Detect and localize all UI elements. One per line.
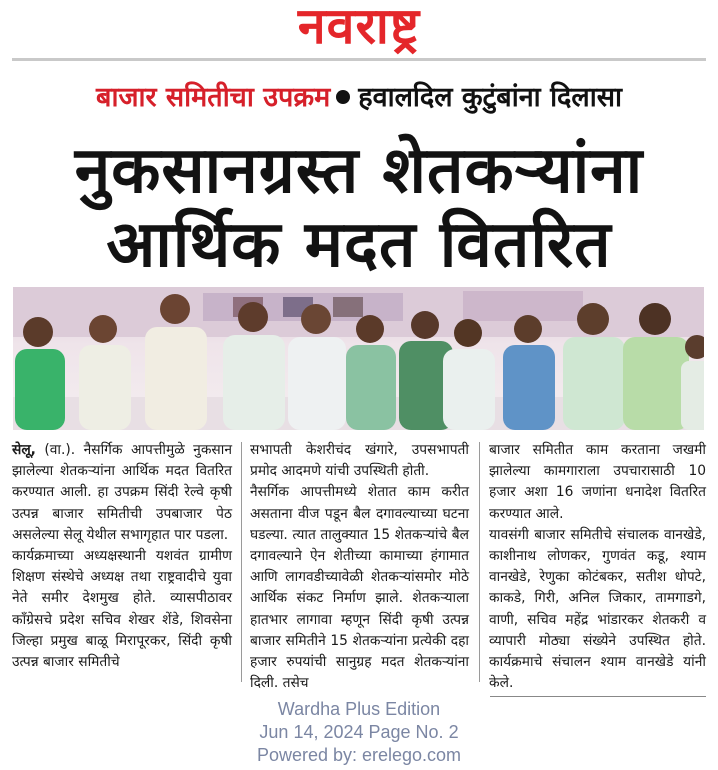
column-divider: [479, 442, 480, 682]
edition-date-page: Jun 14, 2024 Page No. 2: [259, 722, 459, 742]
agency-credit: (वा.).: [35, 442, 84, 458]
headline-line-2: आर्थिक मदत वितरित: [106, 208, 612, 282]
article-paragraph: नैसर्गिक आपत्तीमध्ये शेतात काम करीत असताना वीज पडून बैल दगावल्याच्या घटना घडल्या. त्यात तालुक्यात 15 शेतकऱ्यांचे बैल दगावल्याने ऐन शेतीच्या कामाच्या हंगामात आणि लागवडीच्यावेळी शेतकऱ्यांसमोर मोठे आर्थिक संकट निर्माण झाले. शेतकऱ्याला हातभार लागावा म्हणून सिंदी कृषी उत्पन्न बाजार समितीने 15 शेतकऱ्यांना प्रत्येकी दहा हजार रुपयांची सानुग्रह मदत शेतकऱ्यांना दिली. तसेच: [250, 484, 469, 692]
headline-line-1: नुकसानग्रस्त शेतकऱ्यांना: [74, 134, 644, 208]
kicker-right: हवालदिल कुटुंबांना दिलासा: [358, 82, 622, 113]
article-column-2: [250, 440, 469, 694]
bullet-icon: [336, 90, 350, 104]
newspaper-logo: नवराष्ट्र: [297, 0, 421, 55]
article-body: [12, 440, 706, 692]
article-paragraph: बाजार समितीत काम करताना जखमी झालेल्या कामगाराला उपचारासाठी 10 हजार अशा 16 जणांना धनादेश वितरित करण्यात आले.: [489, 442, 706, 522]
column-divider: [241, 442, 242, 682]
article-paragraph: सभापती केशरीचंद खंगारे, उपसभापती प्रमोद आदमणे यांची उपस्थिती होती.: [250, 442, 469, 480]
article-paragraph: कार्यक्रमाच्या अध्यक्षस्थानी यशवंत ग्रामीण शिक्षण संस्थेचे अध्यक्ष तथा राष्ट्रवादीचे युवा नेते समीर देशमुख होते. व्यासपीठावर काँग्रेसचे प्रदेश सचिव शेखर शेंडे, शिवसेना जिल्हा प्रमुख बाळू मिरापूरकर, सिंदी कृषी उत्पन्न बाजार समितीचे: [12, 548, 232, 671]
article-paragraph: [12, 440, 232, 546]
group-photo: [13, 287, 704, 430]
masthead-divider: [12, 58, 706, 61]
dateline: सेलू,: [12, 442, 36, 458]
article-column-3: [489, 440, 706, 694]
article-column-1: [12, 440, 232, 673]
edition-footer: [0, 698, 718, 767]
kicker-line: [0, 78, 718, 118]
group-photo-illustration: [13, 287, 704, 430]
paragraph-text: नैसर्गिक आपत्तीमुळे नुकसान झालेल्या शेतकऱ्यांना आर्थिक मदत वितरित करण्यात आली. हा उपक्रम सिंदी रेल्वे कृषी उत्पन्न बाजार समितीची उपबाजार पेठ असलेल्या सेलू येथील सभागृहात पार पडला.: [12, 442, 232, 543]
edition-name: Wardha Plus Edition: [277, 699, 441, 719]
masthead: [0, 0, 718, 56]
kicker-left: बाजार समितीचा उपक्रम: [96, 82, 331, 113]
powered-by[interactable]: Powered by: erelego.com: [256, 745, 462, 765]
article-paragraph: यावसंगी बाजार समितीचे संचालक वानखेडे, काशीनाथ लोणकर, गुणवंत कडू, श्याम वानखेडे, रेणुका कोटंबकर, सतीश धोपटे, काकडे, गिरी, अनिल जिकार, तामगाडगे, वाणी, सचिव महेंद्र भांडारकर शेतकरी व व्यापारी मोठ्या संख्येने उपस्थित होते. कार्यक्रमाचे संचालन श्याम वानखेडे यांनी केले.: [489, 526, 706, 692]
article-end-rule: [490, 696, 706, 697]
headline: [0, 134, 718, 282]
